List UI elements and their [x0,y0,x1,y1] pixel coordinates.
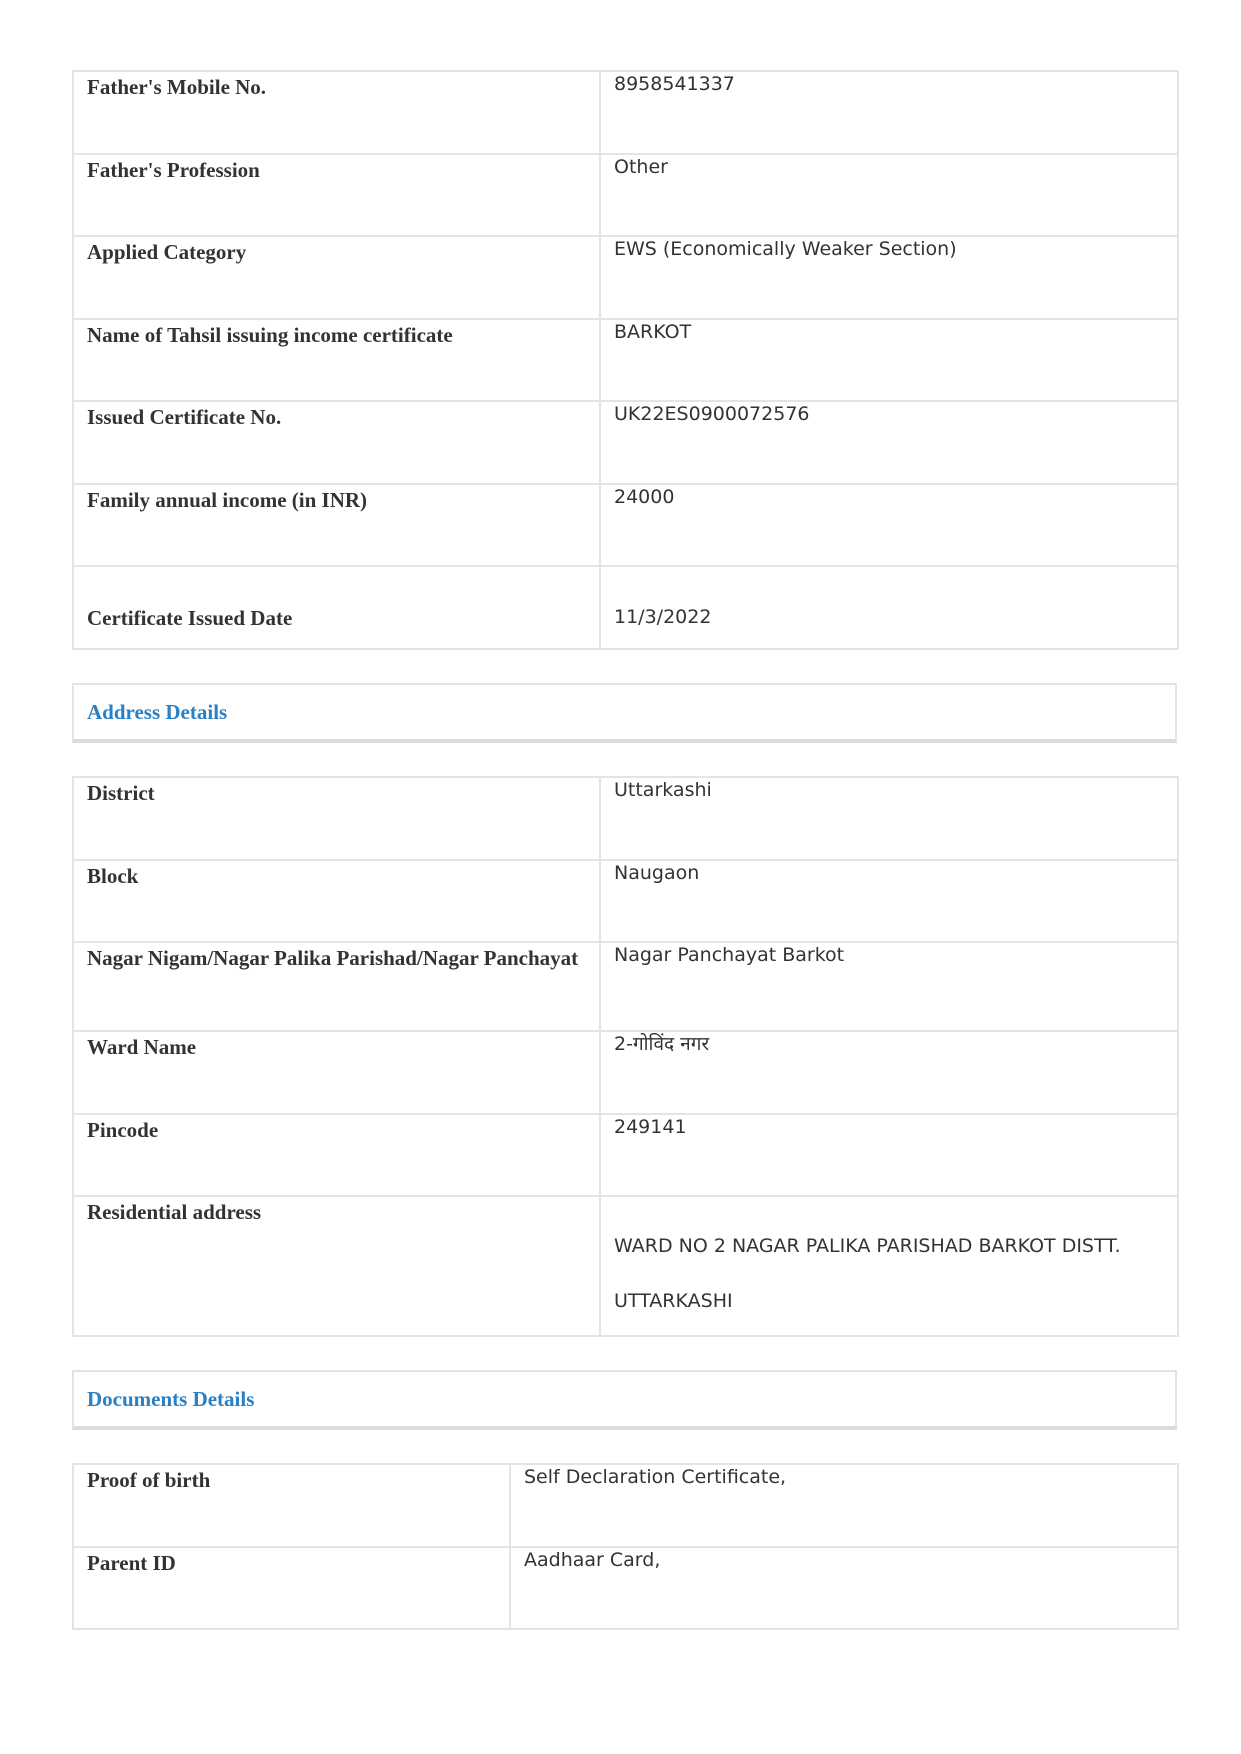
table-row [73,1547,1178,1629]
table-row [73,484,1178,566]
address-details-table [72,776,1179,1337]
field-value: BARKOT [600,319,1178,401]
field-label: Name of Tahsil issuing income certificate [73,319,600,401]
table-row [73,236,1178,319]
field-label: Residential address [73,1196,600,1336]
field-label: Father's Profession [73,154,600,236]
field-value: Aadhaar Card, [510,1547,1178,1629]
field-label: Applied Category [73,236,600,319]
field-value: Uttarkashi [600,777,1178,860]
table-row [73,1031,1178,1114]
field-label: Ward Name [73,1031,600,1114]
field-label: Certificate Issued Date [73,566,600,649]
field-label: District [73,777,600,860]
field-label: Block [73,860,600,942]
field-value: 2-गोविंद नगर [600,1031,1178,1114]
table-row [73,777,1178,860]
field-value: UK22ES0900072576 [600,401,1178,484]
field-value: Naugaon [600,860,1178,942]
field-label: Pincode [73,1114,600,1196]
documents-details-table [72,1463,1179,1630]
field-label: Nagar Nigam/Nagar Palika Parishad/Nagar Panchayat [73,942,600,1031]
field-label: Family annual income (in INR) [73,484,600,566]
field-label: Issued Certificate No. [73,401,600,484]
table-row [73,154,1178,236]
field-value: EWS (Economically Weaker Section) [600,236,1178,319]
table-row [73,942,1178,1031]
table-row [73,1464,1178,1547]
table-row [73,566,1178,649]
table-row [73,319,1178,401]
table-row [73,860,1178,942]
field-value: Nagar Panchayat Barkot [600,942,1178,1031]
section-header-documents: Documents Details [72,1370,1177,1430]
field-value: Self Declaration Certificate, [510,1464,1178,1547]
field-value: 11/3/2022 [600,566,1178,649]
field-value: 24000 [600,484,1178,566]
table-row [73,71,1178,154]
field-value: WARD NO 2 NAGAR PALIKA PARISHAD BARKOT DISTT. UTTARKASHI [600,1196,1178,1336]
field-label: Father's Mobile No. [73,71,600,154]
section-header-address: Address Details [72,683,1177,743]
field-value: Other [600,154,1178,236]
document-page [72,70,1177,1630]
table-row [73,401,1178,484]
table-row [73,1196,1178,1336]
income-details-table [72,70,1179,650]
field-value: 8958541337 [600,71,1178,154]
table-row [73,1114,1178,1196]
field-label: Parent ID [73,1547,510,1629]
field-label: Proof of birth [73,1464,510,1547]
field-value: 249141 [600,1114,1178,1196]
